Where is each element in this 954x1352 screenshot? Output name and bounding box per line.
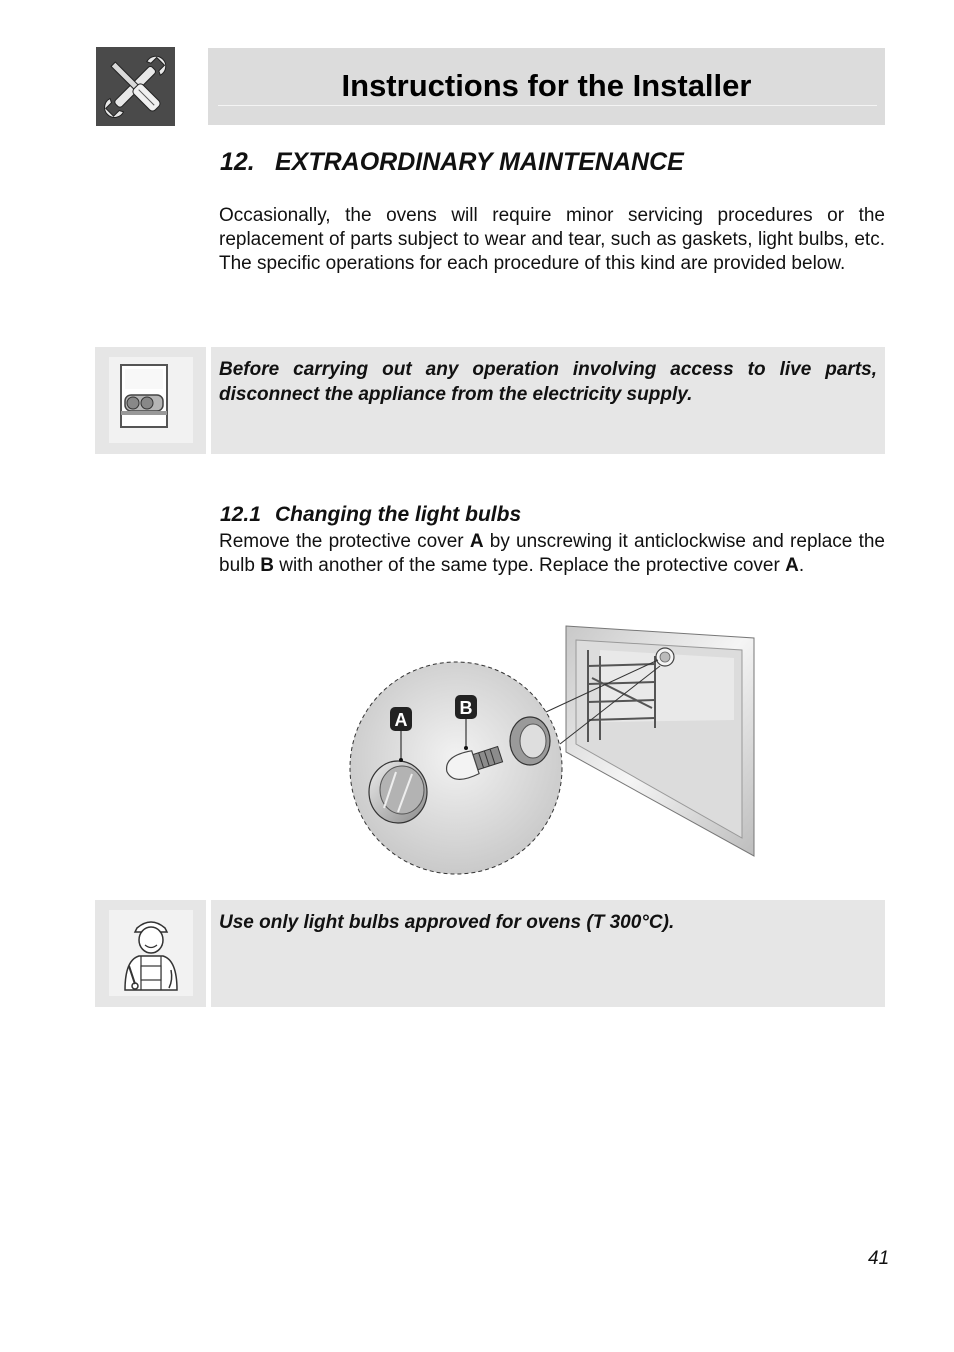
label-b: B bbox=[459, 698, 473, 718]
header-bar bbox=[208, 48, 885, 125]
body-label-a-2: A bbox=[785, 555, 799, 576]
section-title-text: EXTRAORDINARY MAINTENANCE bbox=[275, 148, 684, 176]
body-label-a: A bbox=[469, 531, 484, 552]
technician-icon bbox=[95, 900, 206, 1007]
warning-box bbox=[211, 347, 885, 454]
section-title bbox=[220, 148, 684, 177]
subsection-body bbox=[219, 530, 885, 578]
page-number: 41 bbox=[868, 1248, 890, 1269]
electrical-hazard-icon bbox=[95, 347, 206, 454]
warning-icon-box bbox=[95, 347, 206, 454]
body-label-b: B bbox=[260, 555, 274, 576]
label-a: A bbox=[394, 710, 408, 730]
body-text-3: with another of the same type. Replace the protective cover bbox=[273, 555, 786, 576]
section-number: 12. bbox=[220, 148, 255, 176]
warning-text: Before carrying out any operation involving access to live parts, disconnect the appliance from the electricity supply. bbox=[219, 359, 877, 405]
header-rule bbox=[218, 105, 877, 106]
body-text-1: Remove the protective cover bbox=[219, 531, 470, 552]
page-header-title: Instructions for the Installer bbox=[341, 68, 752, 103]
note-icon-box bbox=[95, 900, 206, 1007]
body-text-4: . bbox=[798, 555, 805, 576]
subsection-title bbox=[220, 503, 521, 527]
section-intro: Occasionally, the ovens will require minor servicing procedures or the replacement of parts subject to wear and tear, such as gaskets, light bulbs, etc. The specific operations for each procedure of this kind are provided below. bbox=[219, 205, 885, 274]
note-text: Use only light bulbs approved for ovens (T 300°C). bbox=[219, 912, 675, 933]
note-box bbox=[211, 900, 885, 1007]
subsection-title-text: Changing the light bulbs bbox=[275, 503, 522, 526]
bulb-replacement-illustration bbox=[340, 620, 760, 882]
header-tools-icon bbox=[96, 47, 175, 126]
body-text-2: by unscrewing it anticlockwise and replace the bulb bbox=[219, 531, 885, 576]
subsection-number: 12.1 bbox=[220, 503, 261, 526]
